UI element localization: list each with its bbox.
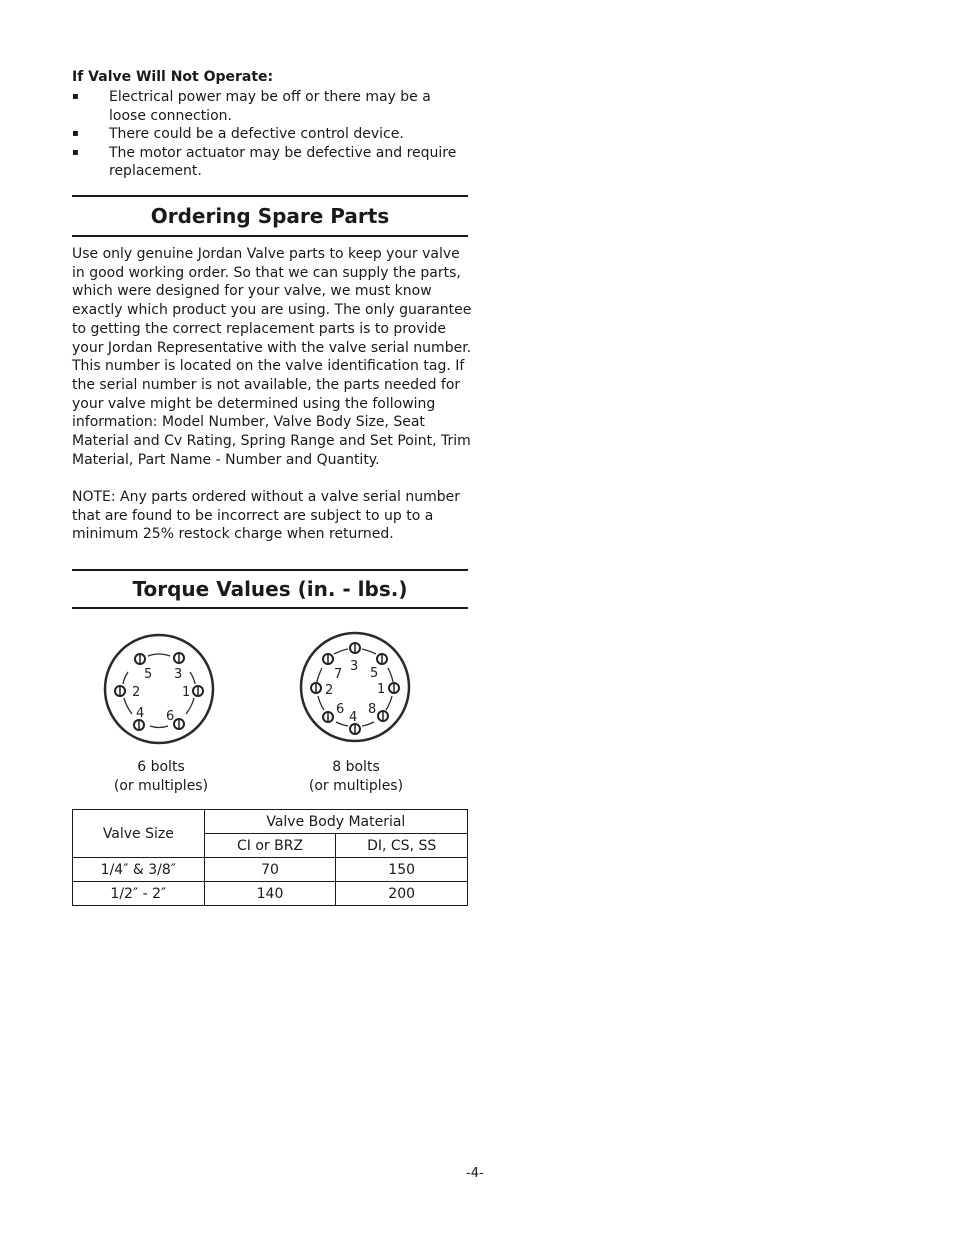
page-number: -4- (466, 1166, 484, 1181)
six-bolt-diagram (100, 628, 220, 750)
bolt-label: 6 (166, 709, 175, 724)
bolt-label: 6 (336, 702, 345, 717)
list-item: ▪ There could be a defective control device. (72, 126, 404, 142)
eight-bolt-diagram (296, 626, 416, 748)
bolt-hole-icon (311, 683, 321, 693)
bolt-label: 3 (350, 659, 359, 674)
eight-bolt-caption: 8 bolts (or multiples) (308, 759, 404, 794)
ci-brz-header: CI or BRZ (204, 834, 336, 858)
bolt-hole-icon (323, 712, 333, 722)
bolt-hole-icon (135, 654, 145, 664)
bolt-label: 5 (144, 667, 153, 682)
bolt-label: 8 (368, 702, 377, 717)
bolt-hole-icon (174, 719, 184, 729)
list-item: ▪ Electrical power may be off or there may be a loose connection. (72, 89, 431, 124)
bolt-hole-icon (134, 720, 144, 730)
torque-table (72, 809, 468, 906)
bolt-hole-icon (174, 653, 184, 663)
di-cs-ss-header: DI, CS, SS (336, 834, 468, 858)
six-bolt-caption: 6 bolts (or multiples) (113, 759, 209, 794)
bolt-label: 7 (334, 667, 343, 682)
bullet-icon: ▪ (72, 91, 79, 102)
bolt-hole-icon (378, 711, 388, 721)
table-cell: 70 (204, 858, 336, 882)
table-row (73, 882, 468, 906)
list-item: ▪ The motor actuator may be defective and require replacement. (72, 144, 457, 179)
bullet-icon: ▪ (72, 146, 79, 158)
torque-heading: Torque Values (in. - lbs.) (72, 569, 468, 609)
table-cell: 1/2″ - 2″ (73, 882, 205, 906)
bolt-label: 2 (132, 685, 141, 700)
table-row (73, 858, 468, 882)
spare-parts-note: NOTE: Any parts ordered without a valve serial number that are found to be incorrect are subject to up to a minimum 25% restock charge when returned. (72, 489, 460, 543)
troubleshoot-title: If Valve Will Not Operate: (72, 69, 274, 85)
table-cell: 200 (336, 882, 468, 906)
bolt-hole-icon (350, 643, 360, 653)
material-header: Valve Body Material (204, 810, 467, 834)
troubleshoot-list (72, 88, 468, 181)
bolt-hole-icon (350, 724, 360, 734)
bolt-label: 1 (182, 685, 191, 700)
spare-parts-heading: Ordering Spare Parts (72, 195, 468, 237)
spare-parts-paragraph: Use only genuine Jordan Valve parts to keep your valve in good working order. So that we can supply the parts, which were designed for your valve, we must know exactly which product you are using. The only guarantee to getting the correct replacement parts is to provide your Jordan Representative with the valve serial number. This number is located on the valve identification tag. If the serial number is not available, the parts needed for your valve might be determined using the following information: Model Number, Valve Body Size, Seat Material and Cv Rating, Spring Range and Set Point, Trim Material, Part Name - Number and Quantity. (72, 246, 472, 468)
table-cell: 140 (204, 882, 336, 906)
bolt-hole-icon (323, 654, 333, 664)
bolt-hole-icon (115, 686, 125, 696)
bolt-label: 4 (349, 710, 358, 725)
table-cell: 150 (336, 858, 468, 882)
bolt-label: 3 (174, 667, 183, 682)
table-cell: 1/4″ & 3/8″ (73, 858, 205, 882)
bolt-hole-icon (389, 683, 399, 693)
valve-size-header: Valve Size (73, 810, 205, 858)
bolt-hole-icon (377, 654, 387, 664)
bolt-label: 1 (377, 682, 386, 697)
bullet-icon: ▪ (72, 128, 79, 139)
bolt-label: 5 (370, 666, 379, 681)
bolt-label: 2 (325, 683, 334, 698)
bolt-label: 4 (136, 706, 145, 721)
bolt-hole-icon (193, 686, 203, 696)
